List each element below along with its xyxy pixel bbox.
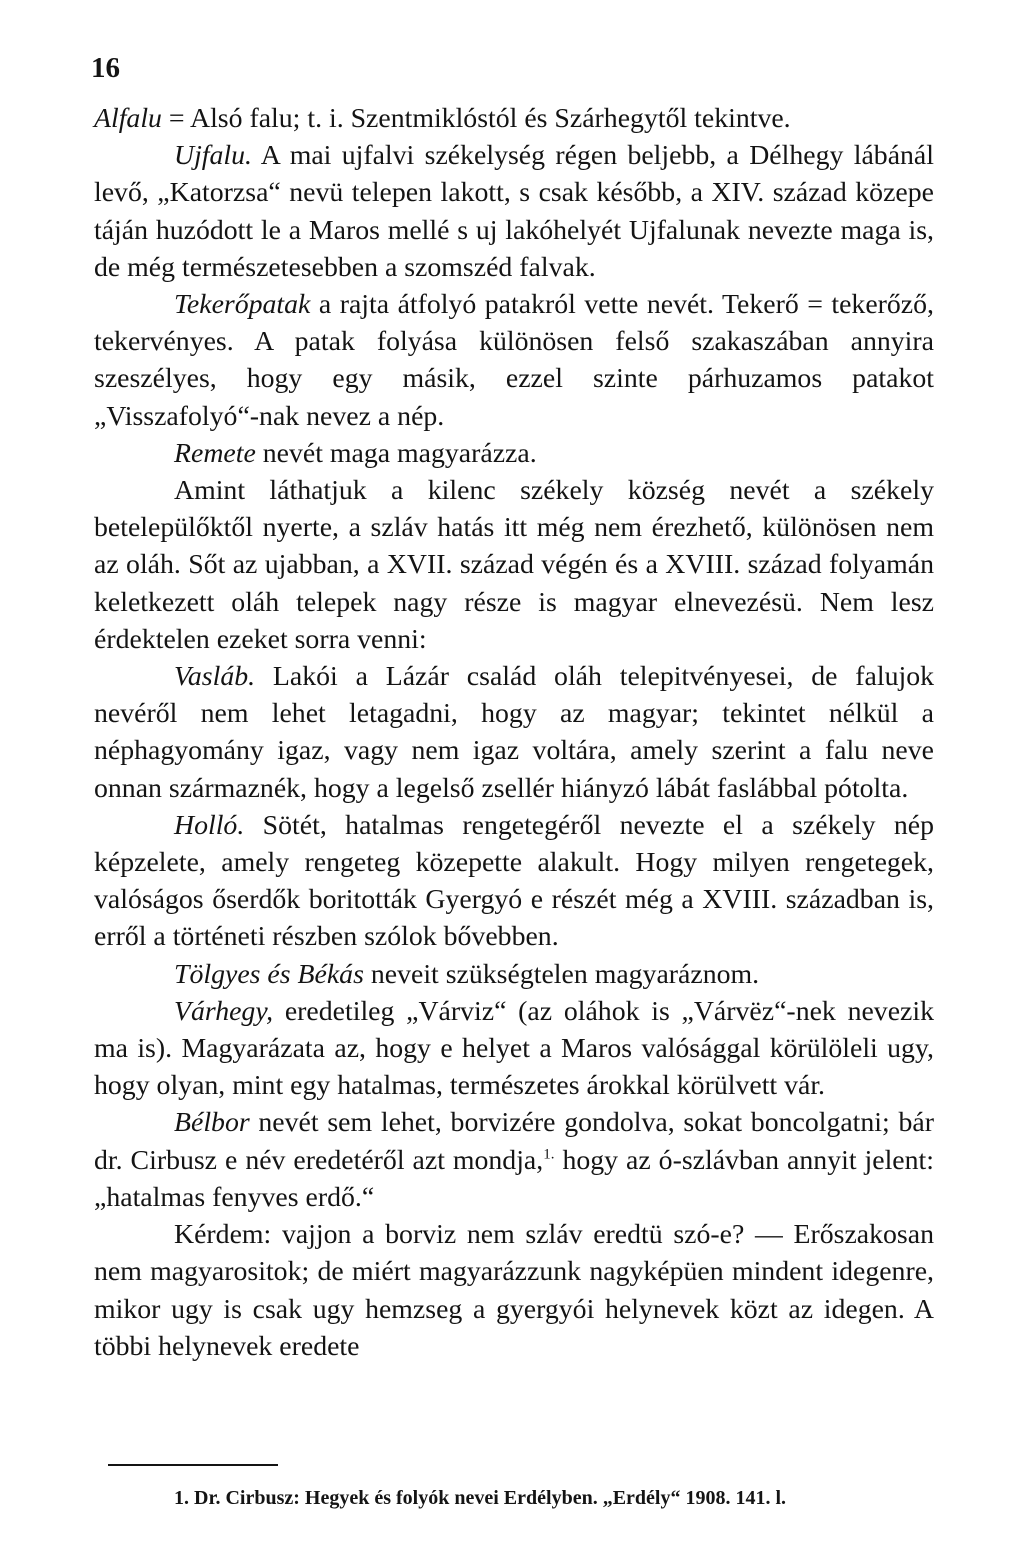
place-name: Tölgyes és Békás [174, 958, 364, 990]
paragraph-text: Amint láthatjuk a kilenc székely község nevét a székely betelepülőktől nyerte, a szláv hatás itt még nem érezhető, különösen nem az oláh. Sőt az ujabban, a XVII. század végén és a XVIII. század folyamán keletkezett oláh telepek nagy része is magyar elnevezésü. Nem lesz érdektelen ezeket sorra venni: [94, 475, 934, 655]
paragraph [94, 956, 934, 993]
place-name: Holló. [174, 809, 245, 841]
paragraph-text: nevét sem lehet, borvizére gondolva, sokat boncolgatni; bár dr. Cirbusz e név eredetéről azt mondja, [94, 1107, 934, 1176]
paragraph-text: eredetileg „Várviz“ (az oláhok is „Várvëz“-nek nevezik ma is). Magyarázata az, hogy e helyet a Maros valósággal körülöleli ugy, hogy olyan, mint egy hatalmas, természetes árokkal körülvett vár. [94, 995, 934, 1102]
footnote: 1. Dr. Cirbusz: Hegyek és folyók nevei Erdélyben. „Erdély“ 1908. 141. l. [174, 1487, 787, 1509]
page-number: 16 [91, 52, 120, 84]
paragraph [94, 1216, 934, 1365]
place-name: Remete [174, 437, 256, 469]
place-name: Vasláb. [174, 661, 256, 693]
paragraph [94, 137, 934, 286]
paragraph [94, 286, 934, 435]
paragraph-text: neveit szükségtelen magyaráznom. [363, 958, 760, 990]
paragraph [94, 993, 934, 1105]
place-name: Ujfalu. [174, 140, 252, 172]
paragraph [94, 472, 934, 658]
paragraph [94, 435, 934, 472]
body-text [94, 100, 934, 1365]
place-name: Várhegy, [174, 995, 274, 1027]
paragraph [94, 1104, 934, 1216]
paragraph-text: Sötét, hatalmas rengetegéről nevezte el a székely nép képzelete, amely rengeteg közepette alakult. Hogy milyen rengetegek, valóságos őserdők boritották Gyergyó e részét még a XVIII. században is, erről a történeti részben szólok bővebben. [94, 809, 934, 953]
paragraph-text-continued: hogy az ó-szlávban annyit jelent: „hatalmas fenyves erdő.“ [94, 1144, 934, 1213]
paragraph-text: nevét maga magyarázza. [255, 437, 537, 469]
paragraph-text: a rajta átfolyó patakról vette nevét. Tekerő = tekerőző, tekervényes. A patak folyása különösen felső szakaszában annyira szeszélyes, hogy egy másik, ezzel szinte párhuzamos patakot „Visszafolyó“-nak nevez a nép. [94, 289, 934, 432]
paragraph [94, 807, 934, 956]
footnote-reference: 1. [543, 1146, 555, 1163]
paragraph [94, 658, 934, 807]
footnote-rule [108, 1464, 278, 1466]
paragraph-text: A mai ujfalvi székelység régen beljebb, a Délhegy lábánál levő, „Katorzsa“ nevü telepen lakott, s csak később, a XIV. század közepe táján huzódott le a Maros mellé s uj lakóhelyét Ujfalunak nevezte maga is, de még természetesebben a szomszéd falvak. [94, 140, 934, 283]
paragraph-text: Lakói a Lázár család oláh telepitvényesei, de falujok nevéről nem lehet letagadni, hogy az magyar; tekintet nélkül a néphagyomány igaz, vagy nem igaz voltára, amely szerint a falu neve onnan származnék, hogy a legelső zsellér hiányzó lábát faslábbal pótolta. [94, 661, 934, 804]
place-name: Alfalu [94, 103, 162, 134]
paragraph [94, 100, 934, 137]
paragraph-text: Kérdem: vajjon a borviz nem szláv eredtü szó-e? — Erőszakosan nem magyarositok; de miért magyarázzunk nagyképüen mindent idegenre, mikor ugy is csak ugy hemzseg a gyergyói helynevek közt az idegen. A többi helynevek eredete [94, 1219, 934, 1362]
paragraph-text: = Alsó falu; t. i. Szentmiklóstól és Szárhegytől tekintve. [161, 103, 791, 134]
place-name: Tekerőpatak [174, 289, 311, 321]
place-name: Bélbor [174, 1107, 250, 1139]
